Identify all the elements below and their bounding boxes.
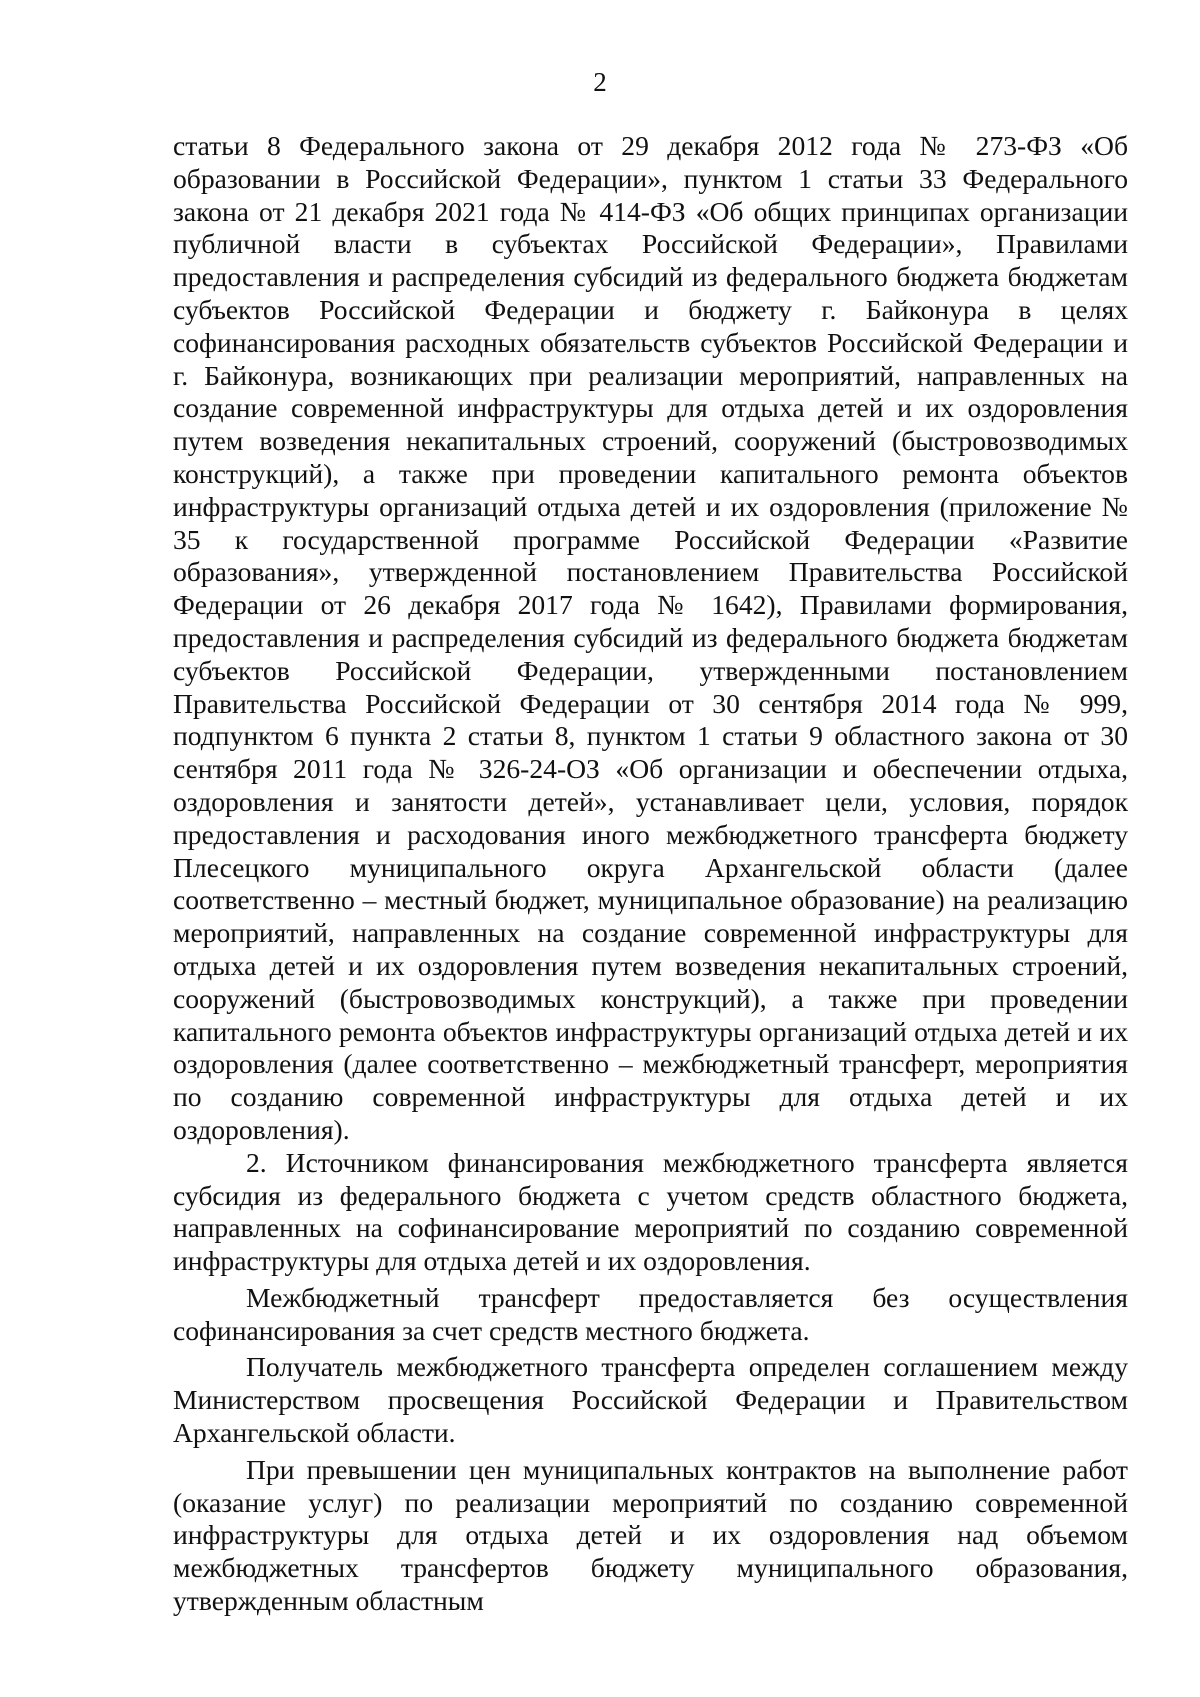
paragraph-recipient: Получатель межбюджетного трансферта определен соглашением между Министерством просвещения Российской Федерации и Правительством Архангельской области.: [173, 1351, 1128, 1449]
document-body: [173, 130, 1128, 1618]
paragraph-continuation: статьи 8 Федерального закона от 29 декабря 2012 года № 273-ФЗ «Об образовании в Российской Федерации», пунктом 1 статьи 33 Федерального закона от 21 декабря 2021 года № 414-ФЗ «Об общих принципах организации публичной власти в субъектах Российской Федерации», Правилами предоставления и распределения субсидий из федерального бюджета бюджетам субъектов Российской Федерации и бюджету г. Байконура в целях софинансирования расходных обязательств субъектов Российской Федерации и г. Байконура, возникающих при реализации мероприятий, направленных на создание современной инфраструктуры для отдыха детей и их оздоровления путем возведения некапитальных строений, сооружений (быстровозводимых конструкций), а также при проведении капитального ремонта объектов инфраструктуры организаций отдыха детей и их оздоровления (приложение № 35 к государственной программе Российской Федерации «Развитие образования», утвержденной постановлением Правительства Российской Федерации от 26 декабря 2017 года № 1642), Правилами формирования, предоставления и распределения субсидий из федерального бюджета бюджетам субъектов Российской Федерации, утвержденными постановлением Правительства Российской Федерации от 30 сентября 2014 года № 999, подпунктом 6 пункта 2 статьи 8, пунктом 1 статьи 9 областного закона от 30 сентября 2011 года № 326-24-ОЗ «Об организации и обеспечении отдыха, оздоровления и занятости детей», устанавливает цели, условия, порядок предоставления и расходования иного межбюджетного трансферта бюджету Плесецкого муниципального округа Архангельской области (далее соответственно – местный бюджет, муниципальное образование) на реализацию мероприятий, направленных на создание современной инфраструктуры для отдыха детей и их оздоровления путем возведения некапитальных строений, сооружений (быстровозводимых конструкций), а также при проведении капитального ремонта объектов инфраструктуры организаций отдыха детей и их оздоровления (далее соответственно – межбюджетный трансферт, мероприятия по созданию современной инфраструктуры для отдыха детей и их оздоровления).: [173, 130, 1128, 1145]
page-number: 2: [593, 67, 607, 97]
paragraph-price-excess: При превышении цен муниципальных контрактов на выполнение работ (оказание услуг) по реализации мероприятий по созданию современной инфраструктуры для отдыха детей и их оздоровления над объемом межбюджетных трансфертов бюджету муниципального образования, утвержденным областным: [173, 1453, 1128, 1617]
paragraph-funding-source: 2. Источником финансирования межбюджетного трансферта является субсидия из федерального бюджета с учетом средств областного бюджета, направленных на софинансирование мероприятий по созданию современной инфраструктуры для отдыха детей и их оздоровления.: [173, 1146, 1128, 1277]
paragraph-no-cofinancing: Межбюджетный трансферт предоставляется без осуществления софинансирования за счет средств местного бюджета.: [173, 1281, 1128, 1346]
